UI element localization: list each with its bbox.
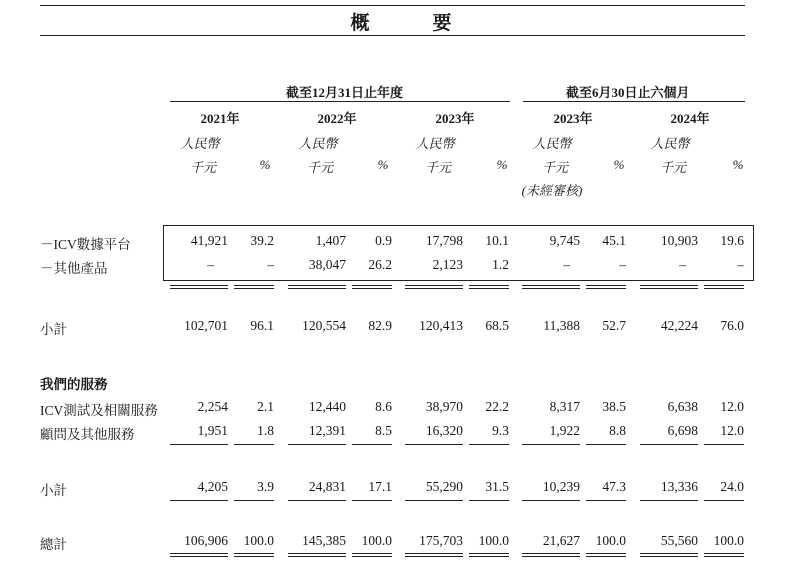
rule-c1-c8 <box>640 500 698 501</box>
cell-r0-c1: 39.2 <box>250 233 274 248</box>
header-group-interim-rule <box>523 101 745 102</box>
rule-a1-c0 <box>170 285 228 286</box>
rule-d1-c3 <box>352 553 392 554</box>
cell-r5-c9: 12.0 <box>720 423 744 438</box>
rule-a2-c8 <box>640 288 698 289</box>
cell-r0-c6: 9,745 <box>549 233 580 248</box>
rule-a1-c1 <box>234 285 274 286</box>
rule-a2-c7 <box>586 288 626 289</box>
cell-r1-c4: 2,123 <box>432 257 463 272</box>
rule-a2-c6 <box>522 288 580 289</box>
cell-r2-c1: 96.1 <box>250 318 274 333</box>
rule-a2-c1 <box>234 288 274 289</box>
rule-b1-c5 <box>469 444 509 445</box>
rule-d2-c6 <box>522 556 580 557</box>
header-currency-2022: 人民幣 <box>298 136 338 151</box>
cell-r7-c9: 100.0 <box>713 533 744 548</box>
rule-c1-c0 <box>170 500 228 501</box>
rule-a2-c0 <box>170 288 228 289</box>
header-year-2023: 2023年 <box>435 111 475 126</box>
header-currency-2024-interim: 人民幣 <box>650 136 690 151</box>
rule-d1-c2 <box>288 553 346 554</box>
rule-d2-c9 <box>704 556 744 557</box>
cell-r2-c9: 76.0 <box>720 318 744 333</box>
rule-c1-c7 <box>586 500 626 501</box>
rule-c1-c1 <box>234 500 274 501</box>
rule-a2-c9 <box>704 288 744 289</box>
cell-r4-c8: 6,638 <box>667 399 698 414</box>
header-unit-2023-interim: 千元 <box>541 160 568 175</box>
rule-a1-c8 <box>640 285 698 286</box>
cell-r6-c2: 24,831 <box>308 479 346 494</box>
header-group-interim: 截至6月30日止六個月 <box>566 85 690 100</box>
cell-r6-c6: 10,239 <box>542 479 580 494</box>
rule-d1-c8 <box>640 553 698 554</box>
rule-b1-c9 <box>704 444 744 445</box>
row-label-subtotal-services: 小計 <box>40 483 67 498</box>
cell-r6-c3: 17.1 <box>368 479 392 494</box>
rule-a1-c4 <box>405 285 463 286</box>
header-year-2021: 2021年 <box>200 111 240 126</box>
row-label-icv-data-platform: －ICV數據平台 <box>40 237 131 252</box>
header-pct-2021: % <box>259 157 271 172</box>
rule-a1-c3 <box>352 285 392 286</box>
cell-r4-c3: 8.6 <box>375 399 392 414</box>
cell-r4-c9: 12.0 <box>720 399 744 414</box>
cell-r7-c4: 175,703 <box>419 533 463 548</box>
rule-c1-c4 <box>405 500 463 501</box>
rule-a2-c5 <box>469 288 509 289</box>
cell-r5-c8: 6,698 <box>667 423 698 438</box>
rule-d1-c9 <box>704 553 744 554</box>
cell-r6-c4: 55,290 <box>425 479 463 494</box>
row-label-other-products: －其他產品 <box>40 261 108 276</box>
cell-r6-c9: 24.0 <box>720 479 744 494</box>
cell-r7-c6: 21,627 <box>542 533 580 548</box>
rule-d2-c0 <box>170 556 228 557</box>
cell-r2-c8: 42,224 <box>660 318 698 333</box>
cell-r5-c7: 8.8 <box>609 423 626 438</box>
rule-b1-c8 <box>640 444 698 445</box>
header-pct-2024-interim: % <box>732 157 744 172</box>
rule-a1-c5 <box>469 285 509 286</box>
rule-d2-c3 <box>352 556 392 557</box>
cell-r0-c4: 17,798 <box>425 233 463 248</box>
cell-r5-c6: 1,922 <box>549 423 580 438</box>
cell-r0-c7: 45.1 <box>602 233 626 248</box>
cell-r1-c2: 38,047 <box>308 257 346 272</box>
cell-r4-c6: 8,317 <box>549 399 580 414</box>
cell-r4-c1: 2.1 <box>257 399 274 414</box>
rule-c1-c6 <box>522 500 580 501</box>
cell-r7-c5: 100.0 <box>478 533 509 548</box>
cell-r6-c7: 47.3 <box>602 479 626 494</box>
rule-a1-c6 <box>522 285 580 286</box>
rule-d2-c5 <box>469 556 509 557</box>
header-currency-2023-interim: 人民幣 <box>532 136 572 151</box>
row-label-subtotal-products: 小計 <box>40 322 67 337</box>
header-unit-2022: 千元 <box>306 160 333 175</box>
header-unit-2023: 千元 <box>424 160 451 175</box>
rule-a2-c2 <box>288 288 346 289</box>
cell-r7-c2: 145,385 <box>302 533 346 548</box>
header-unit-2021: 千元 <box>189 160 216 175</box>
rule-a2-c4 <box>405 288 463 289</box>
cell-r7-c1: 100.0 <box>243 533 274 548</box>
cell-r0-c8: 10,903 <box>660 233 698 248</box>
rule-d1-c5 <box>469 553 509 554</box>
cell-r0-c2: 1,407 <box>315 233 346 248</box>
rule-a2-c3 <box>352 288 392 289</box>
cell-r0-c9: 19.6 <box>720 233 744 248</box>
rule-d1-c0 <box>170 553 228 554</box>
rule-d2-c4 <box>405 556 463 557</box>
cell-r1-c3: 26.2 <box>368 257 392 272</box>
rule-b1-c2 <box>288 444 346 445</box>
cell-r2-c0: 102,701 <box>184 318 228 333</box>
cell-r7-c8: 55,560 <box>660 533 698 548</box>
cell-r4-c0: 2,254 <box>197 399 228 414</box>
cell-r1-c7: – <box>619 257 626 272</box>
rule-c1-c9 <box>704 500 744 501</box>
rule-d1-c6 <box>522 553 580 554</box>
header-year-2024-interim: 2024年 <box>670 111 710 126</box>
cell-r2-c2: 120,554 <box>302 318 346 333</box>
cell-r2-c6: 11,388 <box>543 318 580 333</box>
rule-a1-c9 <box>704 285 744 286</box>
header-year-2022: 2022年 <box>317 111 357 126</box>
cell-r6-c0: 4,205 <box>197 479 228 494</box>
cell-r7-c3: 100.0 <box>361 533 392 548</box>
rule-b1-c3 <box>352 444 392 445</box>
cell-r5-c5: 9.3 <box>492 423 509 438</box>
rule-a1-c2 <box>288 285 346 286</box>
cell-r5-c4: 16,320 <box>425 423 463 438</box>
header-unit-2024-interim: 千元 <box>659 160 686 175</box>
header-pct-2023-interim: % <box>613 157 625 172</box>
rule-d1-c7 <box>586 553 626 554</box>
cell-r1-c5: 1.2 <box>492 257 509 272</box>
title-top-rule <box>40 5 745 6</box>
cell-r2-c4: 120,413 <box>419 318 463 333</box>
rule-d2-c2 <box>288 556 346 557</box>
header-unaudited: (未經審核) <box>521 183 583 198</box>
cell-r4-c2: 12,440 <box>308 399 346 414</box>
rule-b1-c0 <box>170 444 228 445</box>
cell-r4-c4: 38,970 <box>425 399 463 414</box>
cell-r7-c7: 100.0 <box>595 533 626 548</box>
cell-r0-c3: 0.9 <box>375 233 392 248</box>
rule-b1-c6 <box>522 444 580 445</box>
cell-r2-c5: 68.5 <box>485 318 509 333</box>
rule-c1-c3 <box>352 500 392 501</box>
header-currency-2023: 人民幣 <box>415 136 455 151</box>
row-label-total: 總計 <box>40 537 67 552</box>
cell-r1-c0: – <box>207 257 214 272</box>
cell-r6-c8: 13,336 <box>660 479 698 494</box>
cell-r1-c9: – <box>737 257 744 272</box>
cell-r1-c1: – <box>267 257 274 272</box>
cell-r0-c0: 41,921 <box>190 233 228 248</box>
cell-r7-c0: 106,906 <box>184 533 228 548</box>
rule-d2-c8 <box>640 556 698 557</box>
header-pct-2023: % <box>496 157 508 172</box>
cell-r6-c1: 3.9 <box>257 479 274 494</box>
header-currency-2021: 人民幣 <box>180 136 220 151</box>
rule-a1-c7 <box>586 285 626 286</box>
header-group-annual-rule <box>170 101 510 102</box>
cell-r2-c7: 52.7 <box>602 318 626 333</box>
row-label-consulting: 顧問及其他服務 <box>40 427 135 442</box>
page-title: 概 要 <box>350 13 474 34</box>
cell-r4-c7: 38.5 <box>602 399 626 414</box>
rule-d1-c4 <box>405 553 463 554</box>
rule-d1-c1 <box>234 553 274 554</box>
rule-b1-c1 <box>234 444 274 445</box>
cell-r2-c3: 82.9 <box>368 318 392 333</box>
cell-r0-c5: 10.1 <box>485 233 509 248</box>
cell-r4-c5: 22.2 <box>485 399 509 414</box>
row-label-icv-testing: ICV測試及相關服務 <box>40 403 158 418</box>
header-pct-2022: % <box>377 157 389 172</box>
rule-d2-c1 <box>234 556 274 557</box>
rule-b1-c4 <box>405 444 463 445</box>
cell-r1-c8: – <box>679 257 686 272</box>
cell-r5-c1: 1.8 <box>257 423 274 438</box>
header-year-2023-interim: 2023年 <box>553 111 593 126</box>
cell-r5-c3: 8.5 <box>375 423 392 438</box>
rule-c1-c2 <box>288 500 346 501</box>
title-bottom-rule <box>40 35 745 36</box>
rule-d2-c7 <box>586 556 626 557</box>
cell-r1-c6: – <box>563 257 570 272</box>
rule-c1-c5 <box>469 500 509 501</box>
cell-r5-c2: 12,391 <box>308 423 346 438</box>
header-group-annual: 截至12月31日止年度 <box>286 85 404 100</box>
row-label-our-services: 我們的服務 <box>40 377 108 392</box>
rule-b1-c7 <box>586 444 626 445</box>
cell-r5-c0: 1,951 <box>197 423 228 438</box>
cell-r6-c5: 31.5 <box>485 479 509 494</box>
